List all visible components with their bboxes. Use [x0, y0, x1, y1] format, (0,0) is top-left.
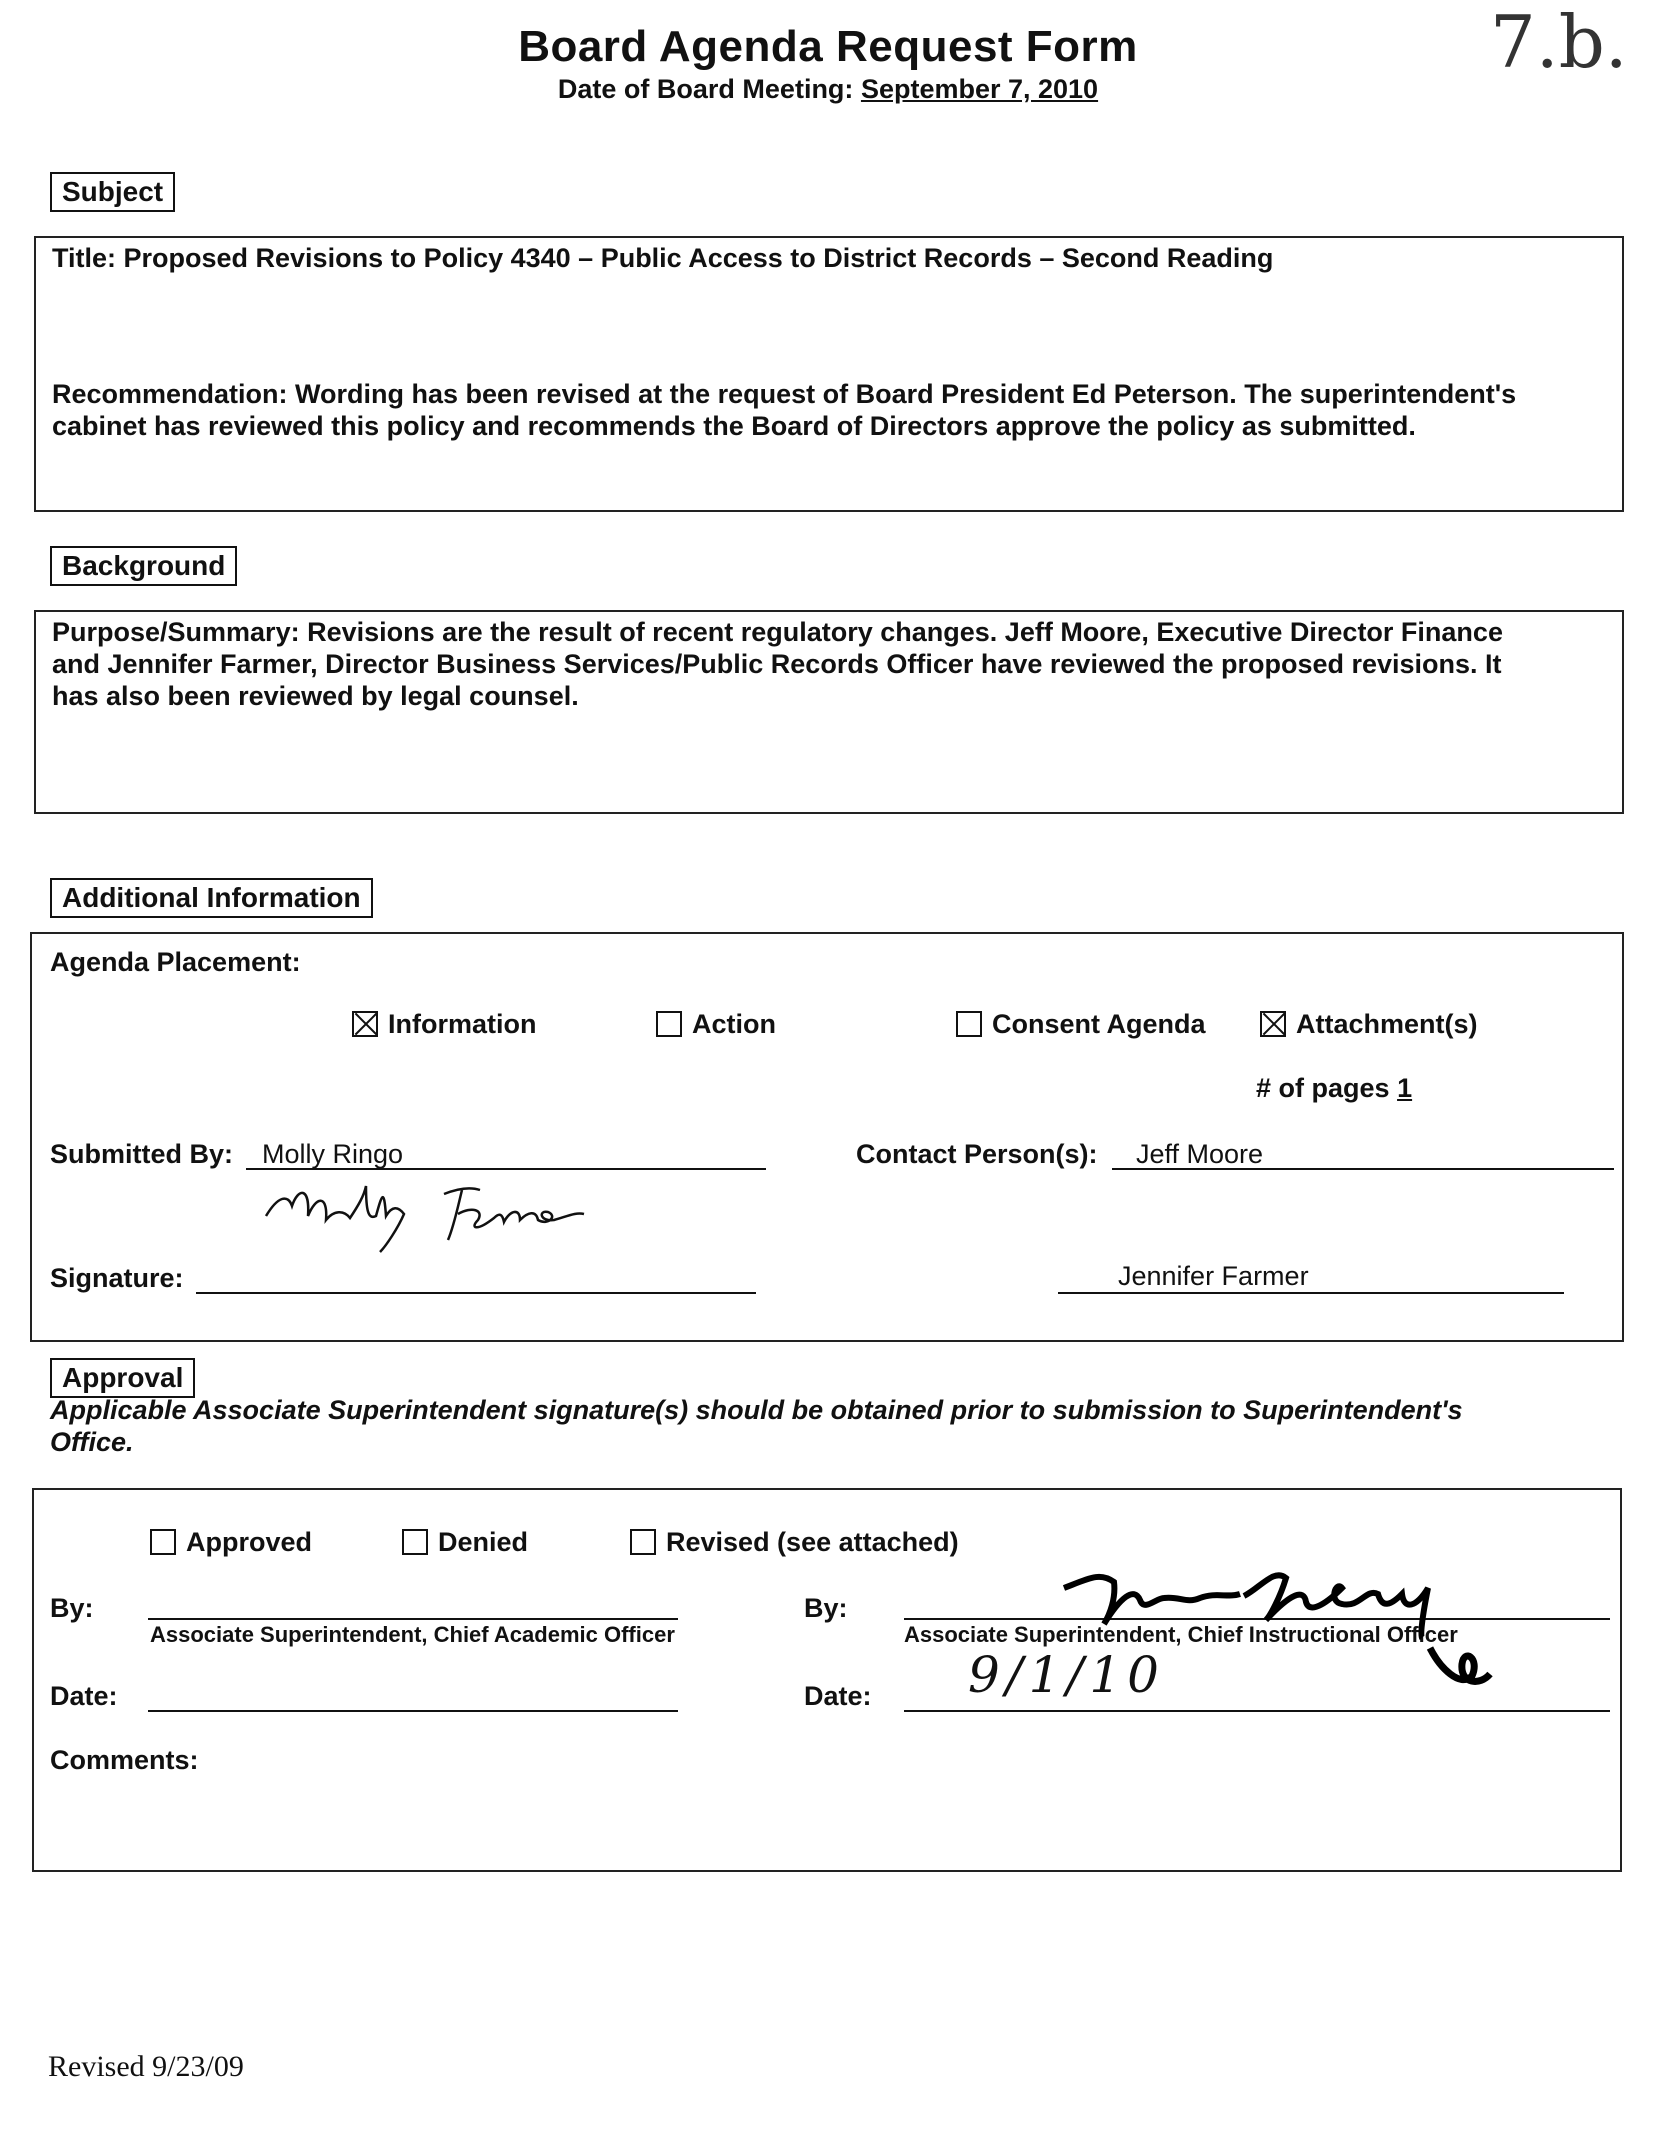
additional-info-box	[30, 932, 1624, 1342]
contact-person-2[interactable]: Jennifer Farmer	[1118, 1261, 1309, 1291]
signature-label: Signature:	[50, 1263, 184, 1293]
agenda-item-mark: 7.b.	[1490, 0, 1628, 84]
approval-note-line-2: Office.	[50, 1427, 134, 1457]
agenda-placement-label: Agenda Placement:	[50, 947, 301, 977]
date-line-right	[904, 1710, 1610, 1712]
submitted-by-value[interactable]: Molly Ringo	[262, 1139, 404, 1169]
date-label-right: Date:	[804, 1681, 872, 1711]
signature-line	[196, 1292, 756, 1294]
option-denied[interactable]: Denied	[402, 1526, 528, 1559]
background-line-2: and Jennifer Farmer, Director Business Services/Public Records Officer have reviewed the proposed revisions. It	[52, 649, 1502, 679]
subject-box	[34, 236, 1624, 512]
date-line-left	[148, 1710, 678, 1712]
pages-label: # of pages	[1256, 1073, 1390, 1103]
submitter-signature	[258, 1176, 618, 1260]
approval-label: Approval	[50, 1358, 195, 1398]
denied-checkbox[interactable]	[402, 1529, 428, 1555]
approval-date-handwritten[interactable]: 9/1/10	[968, 1646, 1165, 1704]
form-title: Board Agenda Request Form	[518, 22, 1138, 71]
date-label-left: Date:	[50, 1681, 118, 1711]
contact-person-label: Contact Person(s):	[856, 1139, 1098, 1169]
option-consent-agenda[interactable]: Consent Agenda	[956, 1008, 1206, 1041]
subject-label: Subject	[50, 172, 175, 212]
consent-agenda-checkbox[interactable]	[956, 1011, 982, 1037]
option-revised[interactable]: Revised (see attached)	[630, 1526, 959, 1559]
subject-title: Title: Proposed Revisions to Policy 4340 – Public Access to District Records – Second Reading	[52, 243, 1274, 273]
recommendation-line-2: cabinet has reviewed this policy and recommends the Board of Directors approve the policy as submitted.	[52, 411, 1416, 441]
background-line-1: Purpose/Summary: Revisions are the result of recent regulatory changes. Jeff Moore, Executive Director Finance	[52, 617, 1503, 647]
revised-checkbox[interactable]	[630, 1529, 656, 1555]
meeting-date-line	[0, 74, 1656, 105]
submitted-by-label: Submitted By:	[50, 1139, 234, 1169]
option-attachments[interactable]: Attachment(s)	[1260, 1008, 1478, 1041]
attachments-checkbox[interactable]	[1260, 1011, 1286, 1037]
by-line-left	[148, 1618, 678, 1620]
role-left: Associate Superintendent, Chief Academic Officer	[150, 1622, 675, 1647]
background-line-3: has also been reviewed by legal counsel.	[52, 681, 579, 711]
additional-info-label: Additional Information	[50, 878, 373, 918]
meeting-date-value: September 7, 2010	[860, 74, 1099, 104]
approved-checkbox[interactable]	[150, 1529, 176, 1555]
role-right: Associate Superintendent, Chief Instructional Officer	[904, 1622, 1458, 1647]
molly-ringo-signature-icon	[258, 1176, 618, 1256]
by-label-right: By:	[804, 1593, 848, 1623]
pages-count	[1256, 1072, 1412, 1105]
by-label-left: By:	[50, 1593, 94, 1623]
pages-value: 1	[1397, 1073, 1413, 1103]
meeting-date-label: Date of Board Meeting:	[557, 74, 854, 104]
revision-note: Revised 9/23/09	[48, 2050, 244, 2083]
action-checkbox[interactable]	[656, 1011, 682, 1037]
comments-label: Comments:	[50, 1745, 199, 1775]
option-information[interactable]: Information	[352, 1008, 537, 1041]
approval-note-line-1: Applicable Associate Superintendent signature(s) should be obtained prior to submission to Superintendent's	[50, 1395, 1463, 1425]
option-approved[interactable]: Approved	[150, 1526, 312, 1559]
option-action[interactable]: Action	[656, 1008, 776, 1041]
information-checkbox[interactable]	[352, 1011, 378, 1037]
recommendation-line-1: Recommendation: Wording has been revised at the request of Board President Ed Peterson. The superintendent's	[52, 379, 1517, 409]
contact-person-1[interactable]: Jeff Moore	[1136, 1139, 1264, 1169]
background-label: Background	[50, 546, 237, 586]
